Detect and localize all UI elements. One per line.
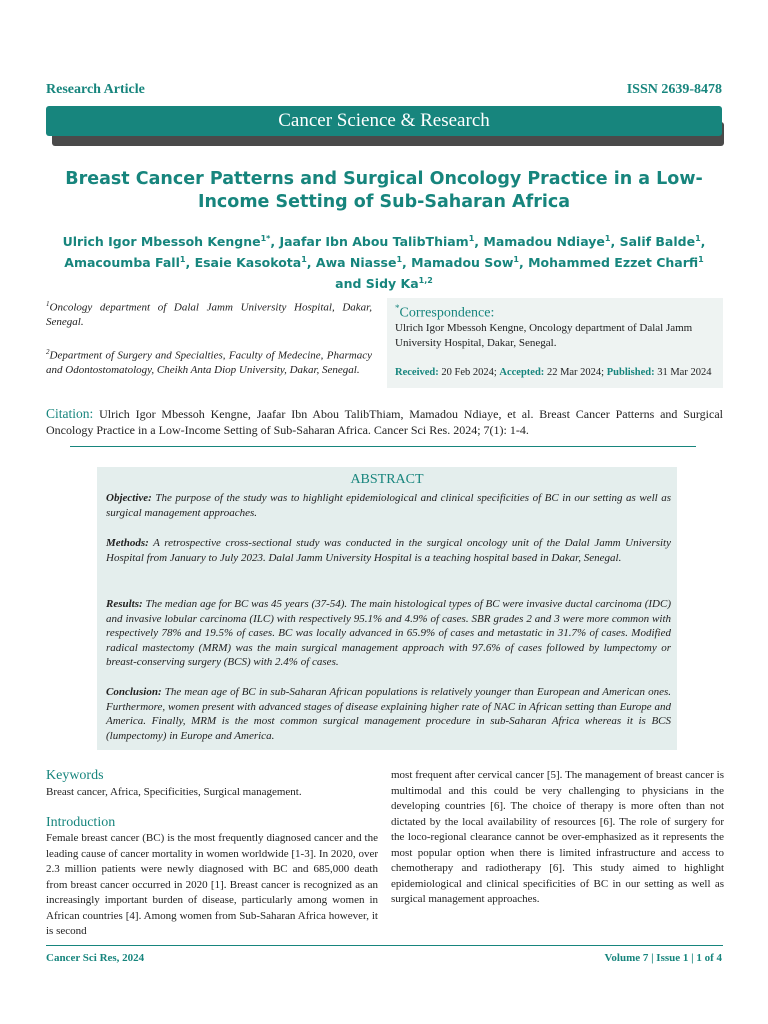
- abstract-objective: [106, 491, 671, 520]
- keywords-text: Breast cancer, Africa, Specificities, Surgical management.: [46, 786, 302, 798]
- affiliation-text: Oncology department of Dalal Jamm University Hospital, Dakar, Senegal.: [46, 301, 372, 329]
- author-sup: 1*: [260, 234, 271, 243]
- results-label: Results:: [106, 598, 143, 610]
- affiliation-text: Department of Surgery and Specialties, Faculty of Medecine, Pharmacy and Odontostomatology, Cheikh Anta Diop University, Dakar, Senegal.: [46, 349, 372, 377]
- publication-dates: [395, 367, 711, 378]
- author: Awa Niasse: [315, 255, 397, 271]
- correspondence-text: Ulrich Igor Mbessoh Kengne, Oncology department of Dalal Jamm University Hospital, Dakar, Senegal.: [395, 322, 693, 349]
- footer-journal: Cancer Sci Res, 2024: [46, 952, 145, 964]
- abstract-heading: ABSTRACT: [350, 472, 424, 487]
- published-label: Published:: [606, 367, 655, 378]
- affiliation-2: [46, 345, 372, 378]
- author-sup: 1: [179, 255, 186, 265]
- article-type-label: Research Article: [46, 82, 145, 97]
- author: Mohammed Ezzet Charfi: [528, 255, 699, 271]
- author-list: Ulrich Igor Mbessoh Kengne$^{1*}$, Jaafar Ibn Abou TalibThiam$^1$, Mamadou Ndiaye$^1$, Salif Balde$^1$, Amacoumba Fall$^1$, Esaie Kasokota$^1$, Awa Niasse$^1$, Mamadou Sow$^1$, Mohammed Ezzet Charfi$^1$ and Sidy Ka$^{1,2}$: [62, 234, 706, 292]
- author-sup: 1: [604, 234, 611, 243]
- section-divider: [70, 446, 696, 447]
- correspondence-marker: *: [395, 303, 400, 313]
- issn-label: ISSN 2639-8478: [626, 82, 722, 97]
- abstract-methods: [106, 536, 671, 565]
- affiliation-sup: 1: [46, 300, 50, 308]
- accepted-date: 22 Mar 2024;: [546, 367, 605, 378]
- conclusion-text: The mean age of BC in sub-Saharan African populations is relatively younger than European and American ones. Furthermore, women present with advanced stages of disease explaining higher rate of NAC in African setting than Europe and America. Finally, MRM is the most common surgical management procedure in sub-Saharan Africa whereas it is BCS (lumpectomy) in Europe and America.: [106, 686, 671, 742]
- author: Jaafar Ibn Abou TalibThiam: [279, 234, 469, 250]
- author-sup: 1: [513, 255, 519, 265]
- abstract-conclusion: [106, 685, 671, 743]
- author-sup: 1: [698, 255, 704, 265]
- introduction-left-column: Female breast cancer (BC) is the most frequently diagnosed cancer and the leading cause of cancer mortality in women worldwide [1-3]. In 2020, over 2.3 million patients were newly diagnosed with BC and 685,000 death from breast cancer occurred in 2020 [1]. Breast cancer is recognized as an increasingly important burden of disease, particularly among women in African countries [4]. Among women from Sub-Saharan Africa however, it is second: [46, 832, 378, 937]
- author: Mamadou Ndiaye: [483, 234, 605, 250]
- footer-rule: [46, 945, 723, 946]
- author: Ulrich Igor Mbessoh Kengne: [62, 234, 261, 250]
- published-date: 31 Mar 2024: [657, 367, 712, 378]
- author-sup: 1: [468, 234, 475, 243]
- paper-title: Breast Cancer Patterns and Surgical Oncology Practice in a Low-Income Setting of Sub-Saharan Africa: [65, 169, 703, 212]
- author-sup: 1: [396, 255, 403, 265]
- citation: [46, 406, 723, 438]
- correspondence-label: Correspondence:: [399, 305, 495, 321]
- journal-banner: Cancer Science & Research: [46, 106, 722, 136]
- methods-label: Methods:: [106, 537, 149, 549]
- footer-page-info: Volume 7 | Issue 1 | 1 of 4: [604, 952, 722, 964]
- introduction-right-column: most frequent after cervical cancer [5]. The management of breast cancer is multimodal and this could be very challenging to physicians in the developing countries [6]. The choice of therapy is more often than not dictated by the local availability of resources [6]. The role of surgery for the loco-regional clearance cannot be over-emphasized as it represents the most popular option when there is limited infrastructure and access to chemotherapy and radiotherapy [6]. This study aimed to highlight epidemiological and clinical specificities of BC in our setting as well as surgical management approaches.: [391, 769, 724, 905]
- methods-text: A retrospective cross-sectional study was conducted in the surgical oncology unit of the Dalal Jamm University Hospital from January to July 2023. Dalal Jamm University Hospital is a teaching hospital based in Dakar, Senegal.: [106, 537, 671, 564]
- author: Sidy Ka: [365, 276, 419, 292]
- author: Amacoumba Fall: [64, 255, 180, 271]
- abstract-results: [106, 597, 671, 670]
- author: Salif Balde: [619, 234, 696, 250]
- correspondence-heading: [395, 303, 494, 322]
- author-sup: 1: [695, 234, 701, 243]
- citation-text: Ulrich Igor Mbessoh Kengne, Jaafar Ibn Abou TalibThiam, Mamadou Ndiaye, et al. Breast Cancer Patterns and Surgical Oncology Practice in a Low-Income Setting of Sub-Saharan Africa. Cancer Sci Res. 2024; 7(1): 1-4.: [46, 407, 724, 437]
- results-text: The median age for BC was 45 years (37-54). The main histological types of BC were invasive ductal carcinoma (IDC) and invasive lobular carcinoma (ILC) with respectively 95.1% and 4.9% of cases. SBR grades 2 and 3 were more common with respectively 78% and 19.5% of cases. BC was locally advanced in 65.9% of cases and metastatic in 31.7% of cases. Modified radical mastectomy (MRM) was the main surgical management approach with 97.6% of cases followed by lumpectomy or breast-conserving surgery (BCS) with 2.4% of cases.: [106, 598, 671, 668]
- received-date: 20 Feb 2024;: [441, 367, 497, 378]
- author-sup: 1,2: [418, 276, 433, 286]
- accepted-label: Accepted:: [499, 367, 545, 378]
- keywords-heading: Keywords: [46, 768, 104, 783]
- author: Esaie Kasokota: [194, 255, 302, 271]
- conclusion-label: Conclusion:: [106, 686, 162, 698]
- author: Mamadou Sow: [411, 255, 514, 271]
- introduction-heading: Introduction: [46, 815, 116, 830]
- objective-text: The purpose of the study was to highlight epidemiological and clinical specificities of BC in our setting as well as surgical management approaches.: [106, 492, 672, 519]
- author-sup: 1: [301, 255, 307, 265]
- affiliation-sup: 2: [46, 348, 50, 356]
- citation-label: Citation:: [46, 406, 94, 421]
- received-label: Received:: [395, 367, 439, 378]
- affiliation-1: [46, 297, 372, 330]
- objective-label: Objective:: [106, 492, 152, 504]
